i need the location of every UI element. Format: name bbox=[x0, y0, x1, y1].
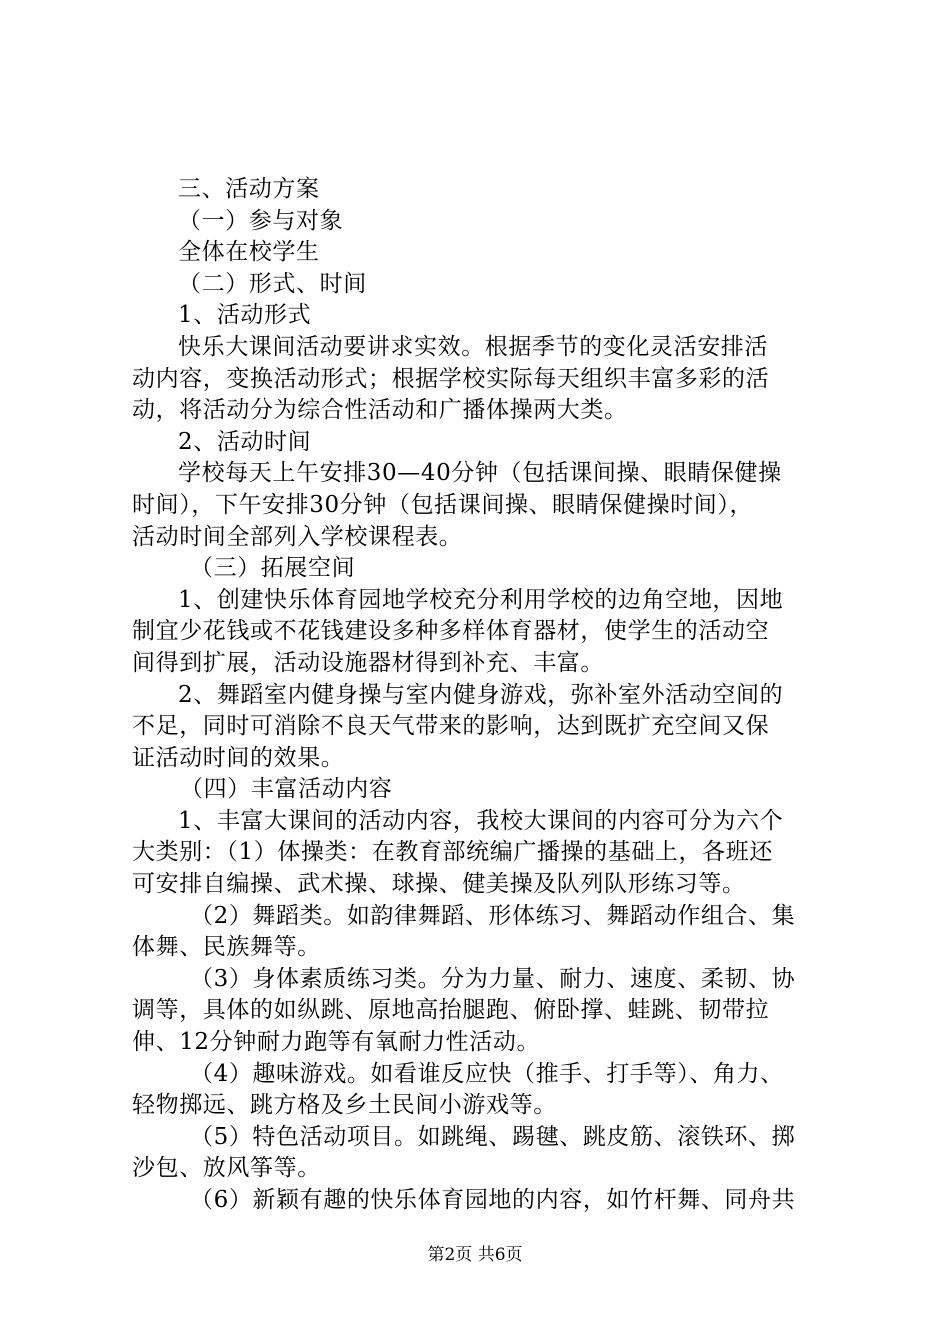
paragraph-line: 体舞、民族舞等。 bbox=[132, 934, 321, 961]
paragraph-line: （4）趣味游戏。如看谁反应快（推手、打手等）、角力、 bbox=[190, 1060, 784, 1087]
paragraph-line: 可安排自编操、武术操、球操、健美操及队列队形练习等。 bbox=[132, 871, 746, 898]
paragraph-line: 动，将活动分为综合性活动和广播体操两大类。 bbox=[132, 397, 628, 424]
paragraph-line: 不足，同时可消除不良天气带来的影响，达到既扩充空间又保 bbox=[132, 713, 770, 740]
paragraph-line: 快乐大课间活动要讲求实效。根据季节的变化灵活安排活 bbox=[178, 333, 768, 360]
page-number: 第2页 共6页 bbox=[427, 1245, 523, 1265]
paragraph-line: 学校每天上午安排30—40分钟（包括课间操、眼睛保健操 bbox=[178, 460, 782, 487]
section-heading: 三、活动方案 bbox=[178, 176, 320, 202]
paragraph-line: 2、舞蹈室内健身操与室内健身游戏，弥补室外活动空间的 bbox=[178, 681, 784, 708]
subsection-heading: （一）参与对象 bbox=[178, 207, 344, 234]
paragraph-line: 沙包、放风筝等。 bbox=[132, 1155, 321, 1182]
paragraph-line: 1、丰富大课间的活动内容，我校大课间的内容可分为六个 bbox=[178, 807, 784, 834]
paragraph-line: 轻物掷远、跳方格及乡土民间小游戏等。 bbox=[132, 1092, 557, 1119]
subsection-heading: （二）形式、时间 bbox=[178, 270, 367, 297]
paragraph-line: 大类别：（1）体操类：在教育部统编广播操的基础上，各班还 bbox=[132, 839, 773, 866]
paragraph-line: 证活动时间的效果。 bbox=[132, 744, 345, 771]
subsection-heading: （四）丰富活动内容 bbox=[180, 776, 393, 803]
paragraph-line: 调等，具体的如纵跳、原地高抬腿跑、俯卧撑、蛙跳、韧带拉 bbox=[132, 997, 770, 1024]
document-body bbox=[132, 174, 828, 1217]
item-heading: 1、活动形式 bbox=[178, 302, 312, 329]
paragraph-line: （2）舞蹈类。如韵律舞蹈、形体练习、舞蹈动作组合、集 bbox=[190, 902, 796, 929]
paragraph-line: （6）新颖有趣的快乐体育园地的内容，如竹杆舞、同舟共 bbox=[190, 1187, 796, 1213]
item-heading: 2、活动时间 bbox=[178, 428, 312, 455]
paragraph-line: 制宜少花钱或不花钱建设多种多样体育器材，使学生的活动空 bbox=[132, 618, 770, 645]
paragraph-line: 1、创建快乐体育园地学校充分利用学校的边角空地，因地 bbox=[178, 586, 784, 613]
paragraph-line: 伸、12分钟耐力跑等有氧耐力性活动。 bbox=[132, 1029, 541, 1056]
paragraph-line: 间得到扩展，活动设施器材得到补充、丰富。 bbox=[132, 649, 604, 676]
paragraph-line: 动内容，变换活动形式；根据学校实际每天组织丰富多彩的活 bbox=[132, 365, 770, 392]
paragraph-line: （3）身体素质练习类。分为力量、耐力、速度、柔韧、协 bbox=[190, 965, 796, 992]
paragraph-line: 全体在校学生 bbox=[178, 239, 320, 266]
paragraph-line: 时间），下午安排30分钟（包括课间操、眼睛保健操时间）， bbox=[132, 491, 754, 518]
paragraph-line: 活动时间全部列入学校课程表。 bbox=[132, 523, 463, 550]
paragraph-line: （5）特色活动项目。如跳绳、踢毽、跳皮筋、滚铁环、掷 bbox=[190, 1123, 796, 1150]
subsection-heading: （三）拓展空间 bbox=[190, 555, 356, 582]
